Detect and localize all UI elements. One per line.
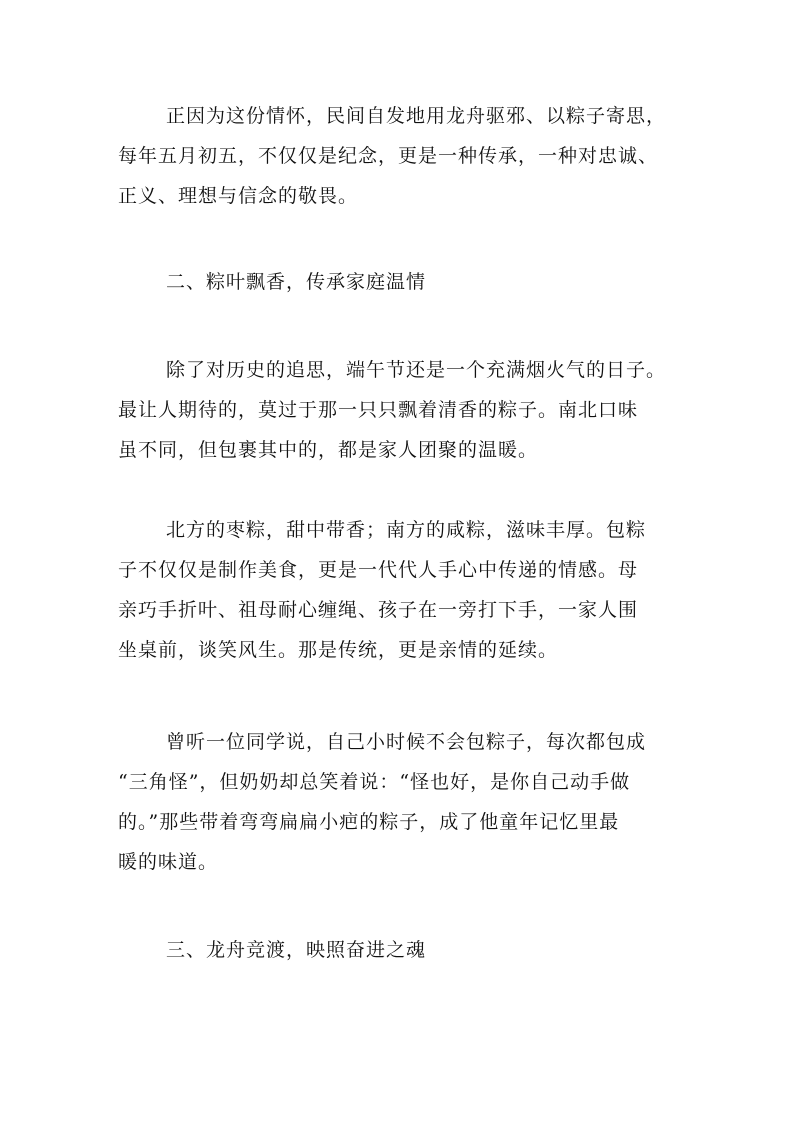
text-line: “三角怪”，但奶奶却总笑着说：“怪也好，是你自己动手做 (118, 771, 631, 793)
text-line: 每年五月初五，不仅仅是纪念，更是一种传承，一种对忠诚、 (118, 145, 659, 167)
text-line: 北方的枣粽，甜中带香；南方的咸粽，滋味丰厚。包粽 (166, 519, 647, 541)
text-line: 坐桌前，谈笑风生。那是传统，更是亲情的延续。 (118, 639, 559, 661)
text-line: 除了对历史的追思，端午节还是一个充满烟火气的日子。 (166, 359, 667, 381)
section-heading-3: 三、龙舟竞渡，映照奋进之魂 (166, 939, 427, 961)
paragraph-3 (118, 510, 678, 670)
text-line: 亲巧手折叶、祖母耐心缠绳、孩子在一旁打下手，一家人围 (118, 599, 639, 621)
text-line: 暖的味道。 (118, 851, 219, 873)
text-line: 曾听一位同学说，自己小时候不会包粽子，每次都包成 (166, 731, 647, 753)
paragraph-1 (118, 96, 678, 216)
paragraph-4 (118, 722, 678, 882)
paragraph-2 (118, 350, 678, 470)
text-line: 正义、理想与信念的敬畏。 (118, 185, 359, 207)
section-heading-2: 二、粽叶飘香，传承家庭温情 (166, 271, 427, 293)
text-line: 正因为这份情怀，民间自发地用龙舟驱邪、以粽子寄思， (166, 105, 667, 127)
text-line: 的。”那些带着弯弯扁扁小疤的粽子，成了他童年记忆里最 (118, 811, 620, 833)
text-line: 最让人期待的，莫过于那一只只飘着清香的粽子。南北口味 (118, 399, 639, 421)
text-line: 虽不同，但包裹其中的，都是家人团聚的温暖。 (118, 439, 539, 461)
text-line: 子不仅仅是制作美食，更是一代代人手心中传递的情感。母 (118, 559, 639, 581)
